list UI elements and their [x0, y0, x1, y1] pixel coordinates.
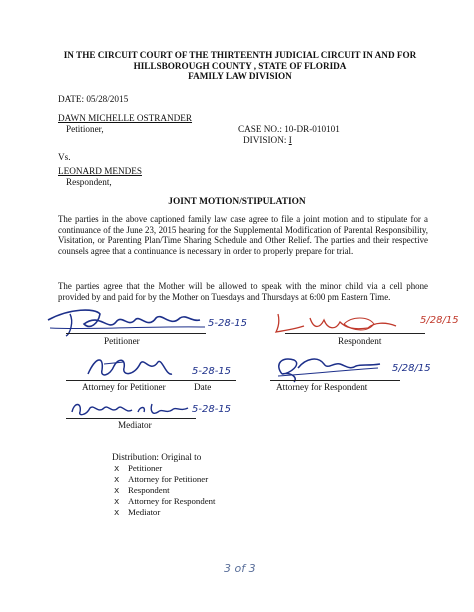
attorney-petitioner-date-label: Date — [194, 382, 212, 392]
check-mark-icon: x — [114, 475, 120, 485]
document-date: DATE: 05/28/2015 — [58, 94, 129, 104]
attorney-petitioner-label: Attorney for Petitioner — [82, 382, 166, 392]
respondent-signature-line — [285, 333, 425, 334]
division — [243, 135, 292, 146]
petitioner-name: DAWN MICHELLE OSTRANDER — [58, 113, 193, 123]
division-label: DIVISION: — [243, 135, 289, 145]
check-mark-icon: x — [114, 464, 120, 474]
petitioner-role: Petitioner, — [66, 124, 104, 134]
check-mark-icon: x — [114, 497, 120, 507]
respondent-label: Respondent — [338, 336, 382, 346]
distribution-item-label: Mediator — [128, 507, 161, 517]
distribution-item — [114, 474, 208, 485]
distribution-item — [114, 463, 162, 474]
distribution-item — [114, 485, 170, 496]
check-mark-icon: x — [114, 486, 120, 496]
mediator-date: 5-28-15 — [192, 404, 232, 415]
respondent-name: LEONARD MENDES — [58, 166, 142, 176]
paragraph-phone-contact: The parties agree that the Mother will be allowed to speak with the minor child via a cell phone provided by and paid for by the Mother on Tuesdays and Thursdays at 6:00 pm Eastern Time. — [58, 281, 428, 302]
respondent-signature-date: 5/28/15 — [420, 315, 459, 326]
respondent-role: Respondent, — [66, 177, 112, 187]
distribution-item — [114, 507, 160, 518]
court-line-2: HILLSBOROUGH COUNTY , STATE OF FLORIDA — [133, 60, 347, 71]
distribution-item-label: Attorney for Respondent — [128, 496, 216, 506]
case-number: CASE NO.: 10-DR-010101 — [238, 124, 340, 134]
versus: Vs. — [58, 152, 71, 162]
distribution-item-label: Respondent — [128, 485, 170, 495]
petitioner-signature-date: 5-28-15 — [208, 318, 248, 329]
petitioner-label: Petitioner — [104, 336, 140, 346]
attorney-respondent-line — [270, 380, 400, 381]
division-value: I — [288, 135, 292, 145]
attorney-respondent-date: 5/28/15 — [392, 363, 431, 374]
attorney-respondent-label: Attorney for Respondent — [276, 382, 368, 392]
attorney-petitioner-line — [66, 380, 236, 381]
mediator-line — [66, 418, 196, 419]
mediator-label: Mediator — [118, 420, 152, 430]
distribution-item — [114, 496, 215, 507]
court-line-1: IN THE CIRCUIT COURT OF THE THIRTEENTH JUDICIAL CIRCUIT IN AND FOR — [63, 50, 417, 60]
distribution-item-label: Attorney for Petitioner — [128, 474, 209, 484]
petitioner-signature-line — [66, 333, 206, 334]
mediator-signature — [66, 398, 196, 420]
attorney-petitioner-date: 5-28-15 — [192, 366, 232, 377]
check-mark-icon: x — [114, 508, 120, 518]
distribution-item-label: Petitioner — [128, 463, 163, 473]
document-title: JOINT MOTION/STIPULATION — [168, 197, 306, 207]
paragraph-continuance: The parties in the above captioned family law case agree to file a joint motion and to stipulate for a continuance of the June 23, 2015 hearing for the Supplemental Modification of Parental Responsibility, Visitation, or Parenting Plan/Time Sharing Schedule and Other Relief. The parties and their respective counsels agree that a continuance is necessary in order to properly prepare for trial. — [58, 214, 428, 256]
attorney-petitioner-signature — [80, 350, 190, 384]
court-header — [40, 50, 440, 82]
court-line-3: FAMILY LAW DIVISION — [188, 71, 292, 82]
page-number: 3 of 3 — [224, 562, 256, 575]
distribution-heading: Distribution: Original to — [112, 452, 202, 462]
